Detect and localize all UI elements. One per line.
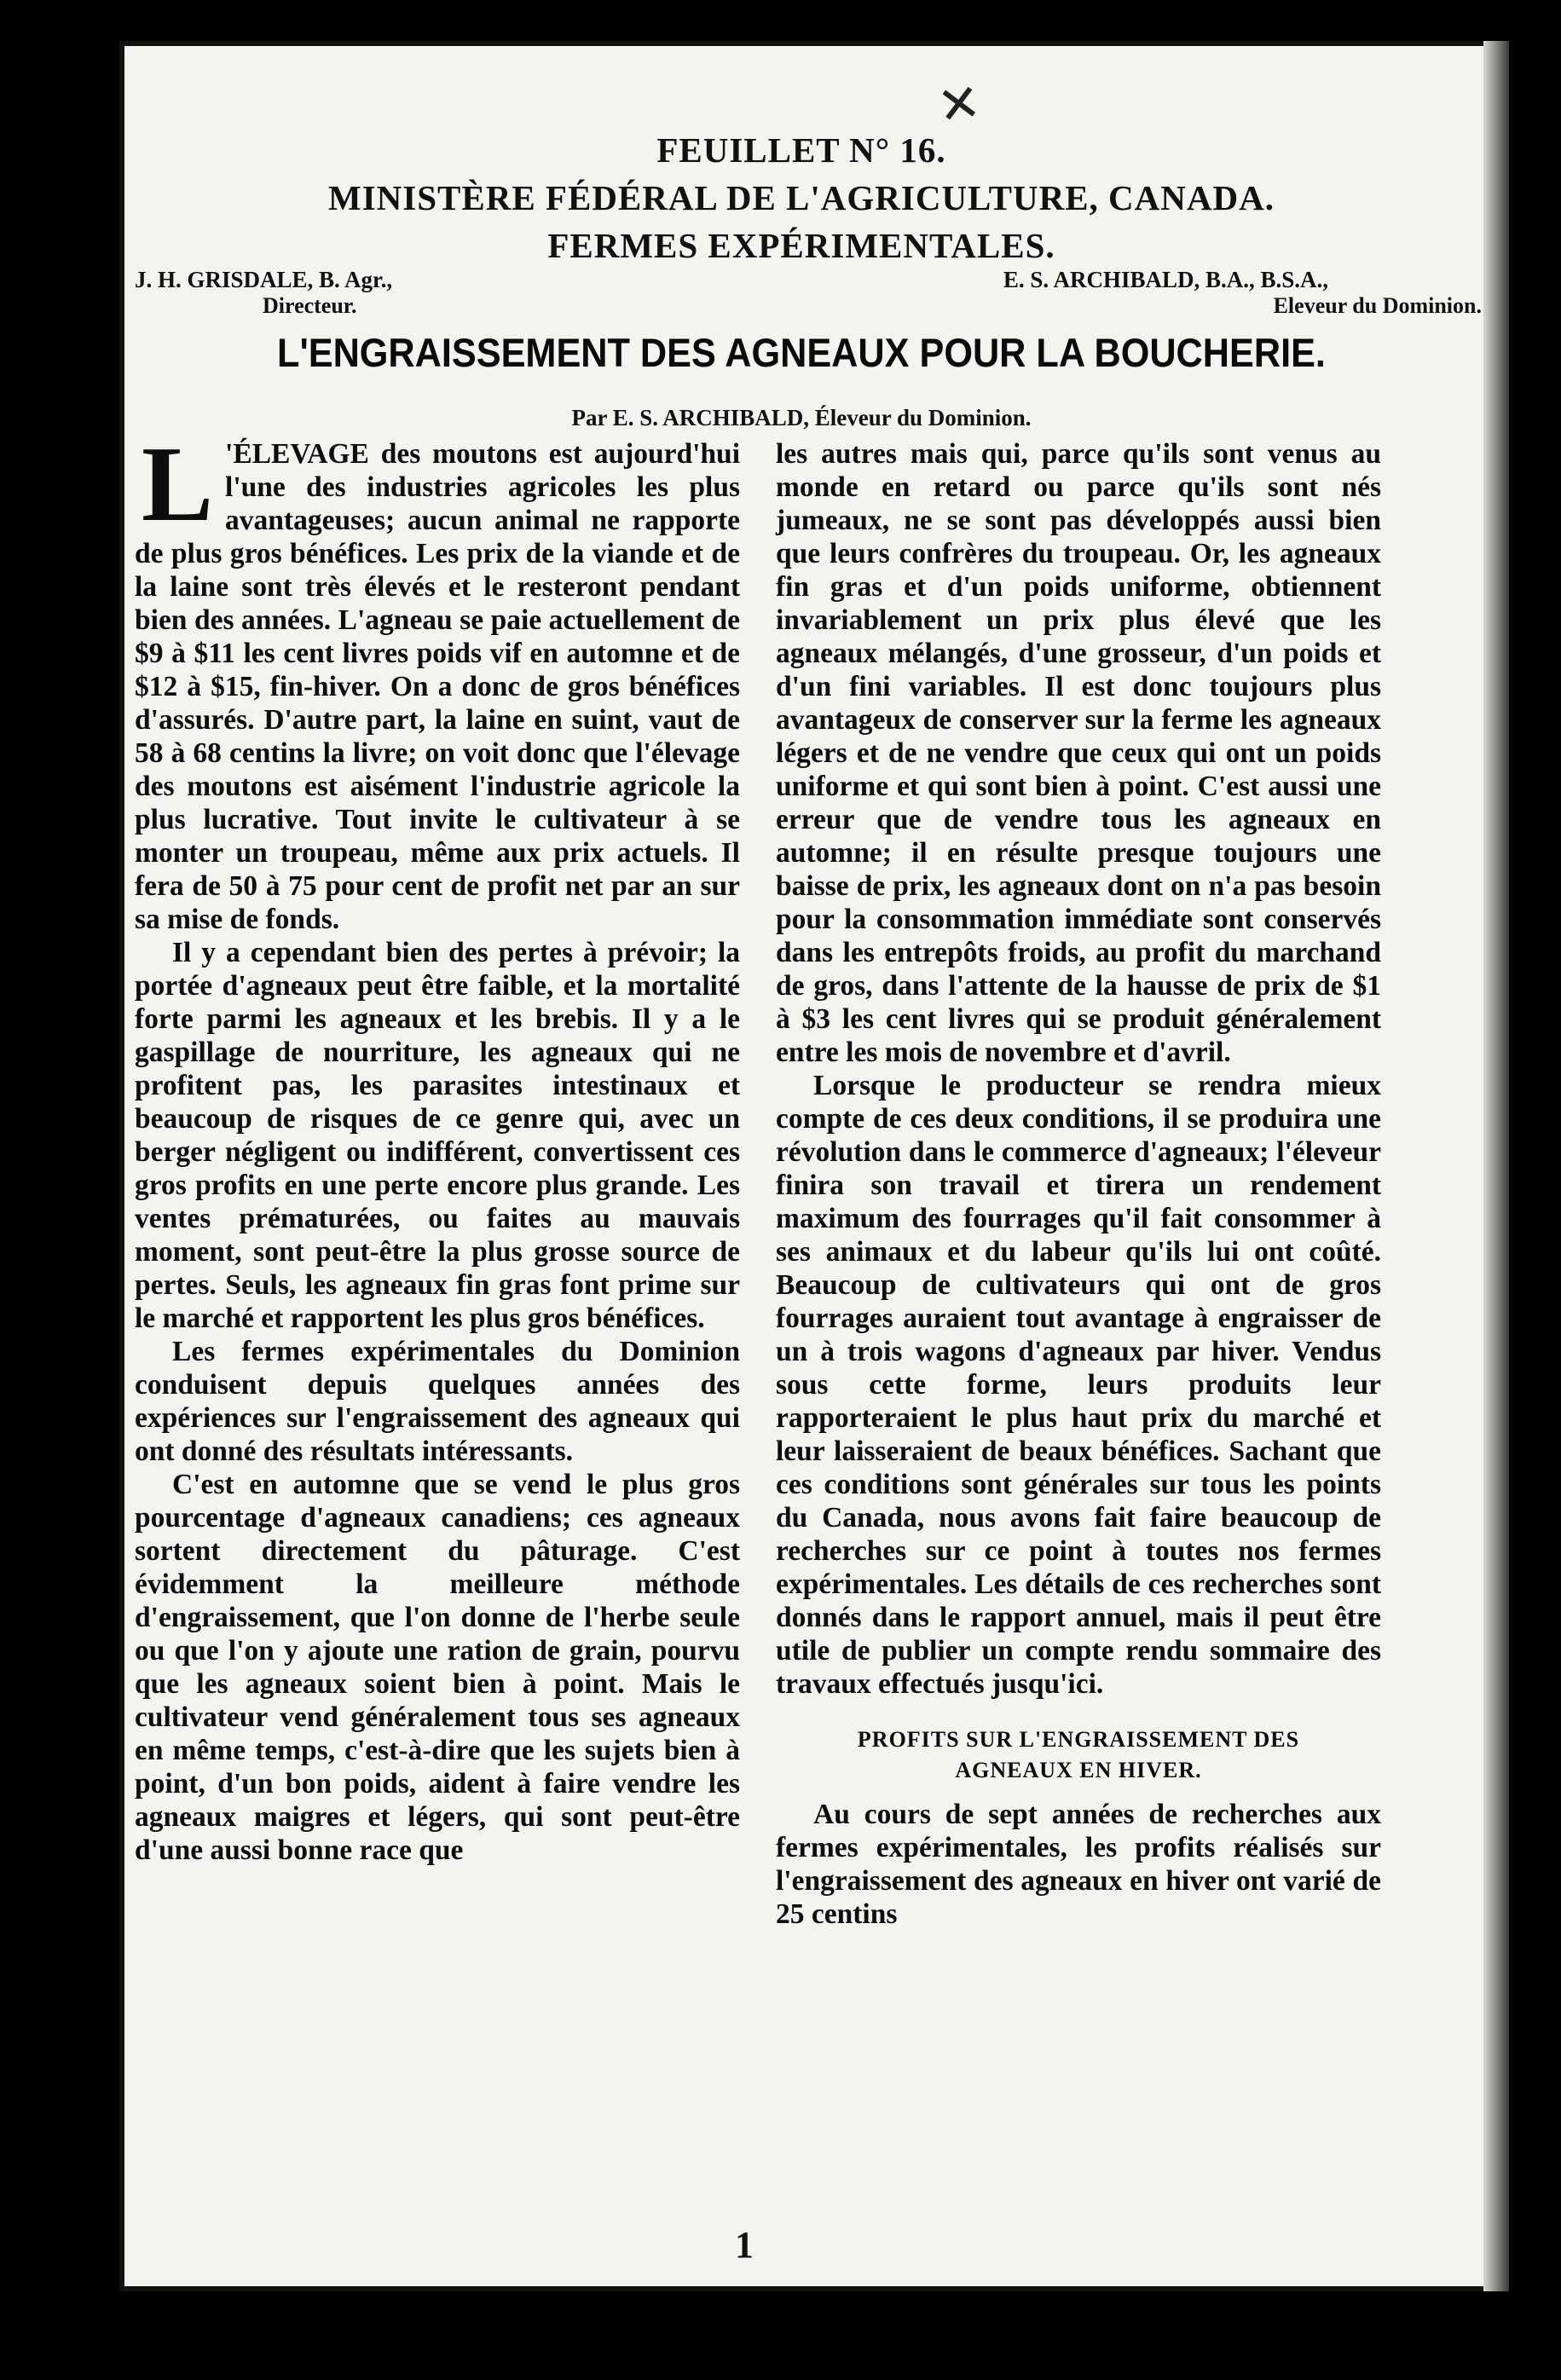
section-heading	[776, 1724, 1381, 1786]
paragraph-text: 'ÉLEVAGE des moutons est aujourd'hui l'une des industries agricoles les plus avantageuses; aucun animal ne rapporte de plus gros bénéfices. Les prix de la viande et de la laine sont très élevés et le resteront pendant bien des années. L'agneau se paie actuellement de $9 à $11 les cent livres poids vif en automne et de $12 à $15, fin-hiver. On a donc de gros bénéfices d'assurés. D'autre part, la laine en suint, vaut de 58 à 68 centins la livre; on voit donc que l'élevage des moutons est aisément l'industrie agricole la plus lucrative. Tout invite le cultivateur à se monter un troupeau, même aux prix actuels. Il fera de 50 à 75 pour cent de profit net par an sur sa mise de fonds.	[135, 438, 740, 935]
paragraph	[135, 425, 740, 936]
director-block	[135, 267, 392, 319]
director-role: Directeur.	[263, 293, 357, 318]
paragraph: les autres mais qui, parce qu'ils sont venus au monde en retard ou parce qu'ils sont nés jumeaux, ne se sont pas développés aussi bien que leurs confrères du troupeau. Or, les agneaux fin gras et d'un poids uniforme, obtiennent invariablement un prix plus élevé que les agneaux mélangés, d'une grosseur, d'un poids et d'un fini variables. Il est donc toujours plus avantageux de conserver sur la ferme les agneaux légers et de ne vendre que ceux qui ont un poids uniforme et qui sont bien à point. C'est aussi une erreur que de vendre tous les agneaux en automne; il en résulte presque toujours une baisse de prix, les agneaux dont on n'a pas besoin pour la consommation immédiate sont conservés dans les entrepôts froids, au profit du marchand de gros, dans l'attente de la hausse de prix de $1 à $3 les cent livres qui se produit généralement entre les mois de novembre et d'avril.	[776, 438, 1381, 1068]
section-heading-line1: PROFITS SUR L'ENGRAISSEMENT DES	[857, 1727, 1300, 1752]
breeder-role: Eleveur du Dominion.	[1273, 293, 1482, 318]
ministry-name: MINISTÈRE FÉDÉRAL DE L'AGRICULTURE, CANADA.	[328, 178, 1275, 217]
left-column	[135, 425, 740, 1867]
document-page	[119, 41, 1509, 2291]
drop-cap: L	[142, 425, 214, 544]
officials	[135, 267, 1482, 335]
right-column	[776, 437, 1381, 1931]
paragraph: Les fermes expérimentales du Dominion conduisent depuis quelques années des expériences sur l'engraissement des agneaux qui ont donné des résultats intéressants.	[135, 1336, 740, 1467]
paragraph: Il y a cependant bien des pertes à prévoir; la portée d'agneaux peut être faible, et la mortalité forte parmi les agneaux et les brebis. Il y a le gaspillage de nourriture, les agneaux qui ne profitent pas, les parasites intestinaux et beaucoup de risques de ce genre qui, avec un berger négligent ou indifférent, convertissent ces gros profits en une perte encore plus grande. Les ventes prématurées, ou faites au mauvais moment, sont peut-être la plus grosse source de pertes. Seuls, les agneaux fin gras font prime sur le marché et rapportent les plus gros bénéfices.	[135, 937, 740, 1334]
page-number: 1	[735, 2224, 754, 2266]
article-byline: Par E. S. ARCHIBALD, Éleveur du Dominion.	[571, 405, 1032, 430]
section-heading-line2: AGNEAUX EN HIVER.	[955, 1758, 1202, 1782]
director-name: J. H. GRISDALE, B. Agr.,	[135, 267, 393, 292]
feuillet-number: FEUILLET N° 16.	[656, 130, 946, 170]
breeder-name: E. S. ARCHIBALD, B.A., B.S.A.,	[1003, 267, 1328, 292]
document-header	[119, 126, 1483, 269]
paragraph: C'est en automne que se vend le plus gros pourcentage d'agneaux canadiens; ces agneaux sortent directement du pâturage. C'est évidemment la meilleure méthode d'engraissement, que l'on donne de l'herbe seule ou que l'on y ajoute une ration de grain, pourvu que les agneaux soient bien à point. Mais le cultivateur vend généralement tous ses agneaux en même temps, c'est-à-dire que les sujets bien à point, d'un bon poids, aident à faire vendre les agneaux maigres et légers, qui sont peut-être d'une aussi bonne race que	[135, 1469, 740, 1866]
paragraph: Lorsque le producteur se rendra mieux compte de ces deux conditions, il se produira une révolution dans le commerce d'agneaux; l'éleveur finira son travail et tirera un rendement maximum des fourrages qu'il fait consommer à ses animaux et du labeur qu'ils lui ont coûté. Beaucoup de cultivateurs qui ont de gros fourrages auraient tout avantage à engraisser de un à trois wagons d'agneaux par hiver. Vendus sous cette forme, leurs produits leur rapporteraient le plus haut prix du marché et leur laisseraient de beaux bénéfices. Sachant que ces conditions sont générales sur tous les points du Canada, nous avons fait faire beaucoup de recherches sur ce point à toutes nos fermes expérimentales. Les détails de ces recherches sont donnés dans le rapport annuel, mais il peut être utile de publier un compte rendu sommaire des travaux effectués jusqu'ici.	[776, 1070, 1381, 1700]
breeder-block	[1003, 267, 1482, 319]
handwritten-x-mark: ✕	[934, 73, 985, 136]
article-title: L'ENGRAISSEMENT DES AGNEAUX POUR LA BOUCHERIE.	[277, 330, 1326, 375]
farms-name: FERMES EXPÉRIMENTALES.	[547, 226, 1055, 265]
paragraph: Au cours de sept années de recherches aux fermes expérimentales, les profits réalisés sur l'engraissement des agneaux en hiver ont varié de 25 centins	[776, 1799, 1381, 1930]
page-edge	[1483, 41, 1509, 2291]
